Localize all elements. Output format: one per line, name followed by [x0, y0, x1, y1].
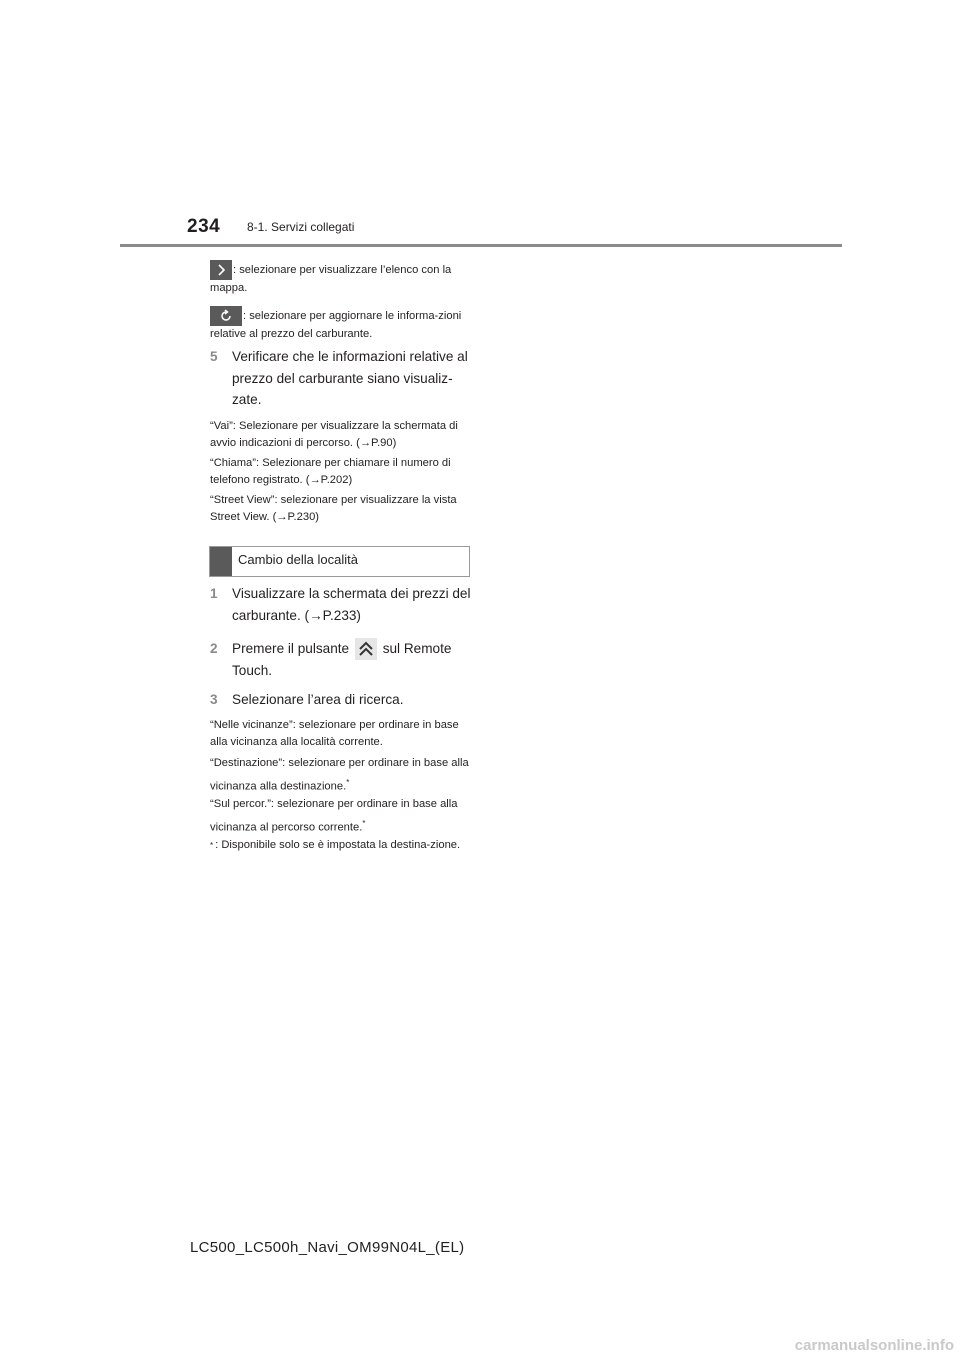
- footer-doc-code: LC500_LC500h_Navi_OM99N04L_(EL): [190, 1239, 465, 1256]
- step-number: 1: [210, 586, 218, 601]
- step-number: 5: [210, 349, 218, 364]
- asterisk: *: [346, 778, 350, 787]
- step-number: 3: [210, 692, 218, 707]
- map-list-description: [210, 260, 472, 297]
- note-chiama: “Chiama”: Selezionare per chiamare il numero di telefono registrato. (→P.202): [210, 457, 451, 486]
- note-vai: “Vai”: Selezionare per visualizzare la schermata di avvio indicazioni di percorso. (→P.90): [210, 420, 458, 449]
- step-text: Selezionare l’area di ricerca.: [232, 692, 404, 707]
- subsection-heading: [209, 546, 470, 577]
- step-text: Verificare che le informazioni relative al prezzo del carburante siano visualiz-zate.: [232, 349, 468, 407]
- header-rule: [120, 244, 842, 247]
- refresh-text: : selezionare per aggiornare le informa-zioni relative al prezzo del carburante.: [210, 309, 462, 340]
- step-text-b: sul Remote Touch.: [232, 641, 452, 679]
- step-text: Visualizzare la schermata dei prezzi del carburante. (→P.233): [232, 586, 471, 623]
- refresh-description: [210, 306, 472, 343]
- map-list-text: : selezionare per visualizzare l’elenco con la mappa.: [210, 263, 452, 294]
- section-title: 8-1. Servizi collegati: [247, 220, 355, 234]
- step-text: [232, 638, 472, 682]
- step-5: [210, 346, 472, 411]
- option-sul-percorso: [210, 795, 472, 838]
- step-number: 2: [210, 641, 218, 656]
- option-nelle-vicinanze: “Nelle vicinanze”: selezionare per ordinare in base alla vicinanza alla località corrente.: [210, 719, 459, 748]
- watermark: carmanualsonline.info: [794, 1337, 954, 1354]
- refresh-icon: [210, 306, 242, 326]
- footnote-asterisk: *: [210, 841, 214, 850]
- step-2: [210, 638, 472, 682]
- option-destinazione: [210, 754, 472, 797]
- option-text: “Destinazione”: selezionare per ordinare in base alla vicinanza alla destinazione.: [210, 757, 469, 793]
- heading-text: Cambio della località: [238, 552, 358, 567]
- asterisk: *: [362, 819, 366, 828]
- chevron-right-icon: [210, 260, 232, 280]
- heading-accent-bar: [210, 547, 232, 576]
- double-chevron-up-icon: [355, 638, 377, 660]
- note-street-view: “Street View”: selezionare per visualizzare la vista Street View. (→P.230): [210, 494, 457, 523]
- option-text: “Sul percor.”: selezionare per ordinare in base alla vicinanza al percorso corrente.: [210, 798, 458, 834]
- step-3: [210, 689, 472, 711]
- page-number: 234: [187, 216, 221, 237]
- step-1: [210, 583, 472, 626]
- step-text-a: Premere il pulsante: [232, 641, 350, 656]
- footnote-text: : Disponibile solo se è impostata la destina-zione.: [215, 839, 461, 851]
- footnote: [210, 836, 472, 855]
